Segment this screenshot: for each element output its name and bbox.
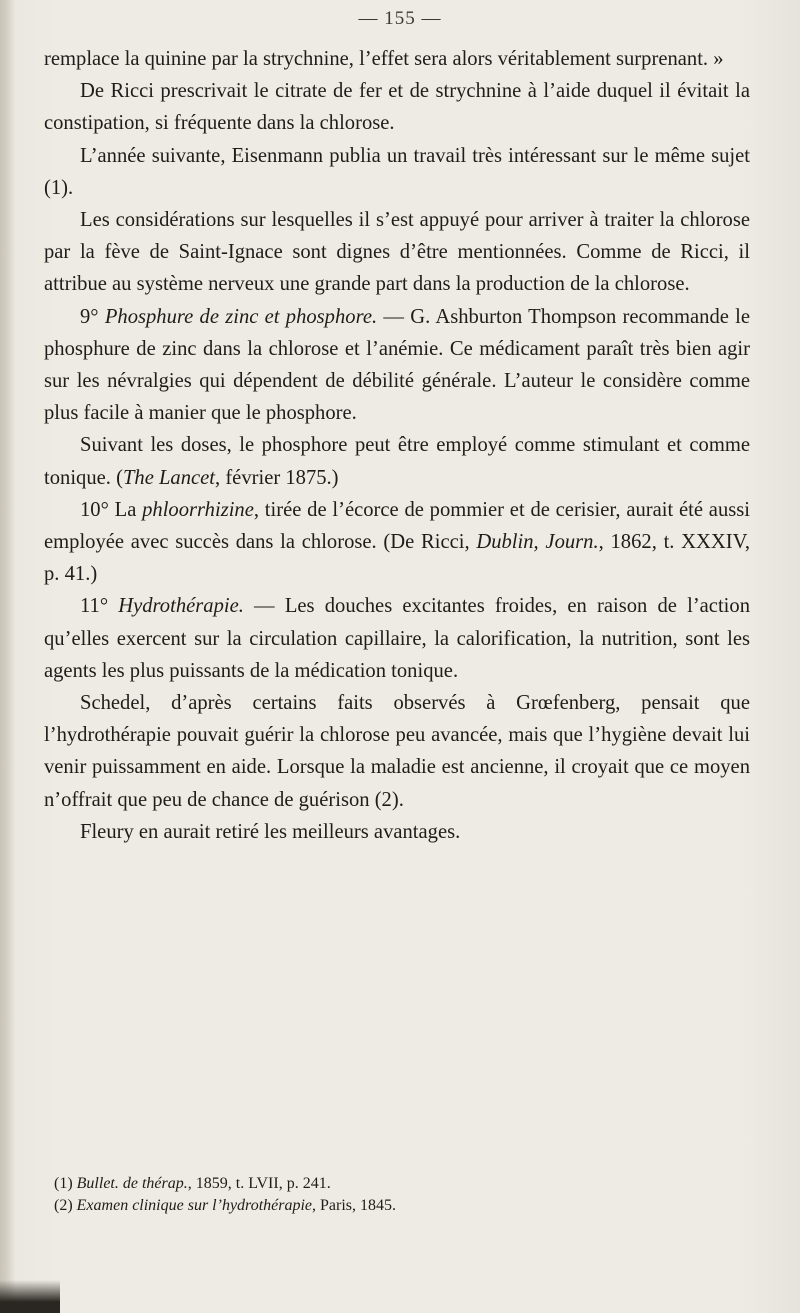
paragraph: Schedel, d’après certains faits observés à Grœfenberg, pensait que l’hydrothérapie pouvait guérir la chlorose peu avancée, mais que l’hygiène devait lui venir puissamment en aide. Lorsque la maladie est ancienne, il croyait que ce moyen n’offrait que peu de chance de guérison (2). [44,692,750,811]
item-10-phloorrhizine [44,494,750,591]
footnote-marker: (1) [54,1175,73,1192]
item-title: phloorrhizine [142,498,254,521]
footnotes [54,1173,754,1217]
binding-shadow [0,0,16,1313]
item-number: 9° [80,305,99,328]
reference-rest: , février 1875.) [215,466,339,489]
item-title: Phosphure de zinc et phosphore. [104,305,378,328]
item-11-hydrotherapie [44,590,750,687]
paragraph: L’année suivante, Eisenmann publia un travail très intéressant sur le même sujet (1). [44,144,750,199]
page-number: — 155 — [358,8,442,29]
reference-journal: The Lancet [122,466,216,489]
footnote-marker: (2) [54,1197,73,1214]
reference-journal: Dublin, Journ. [476,531,599,554]
reference-rest: , 1862, t. XXXIV, p. 41.) [44,531,750,586]
item-number: 11° [80,595,109,618]
paragraph: remplace la quinine par la strychnine, l’effet sera alors véritablement surprenant. » [44,48,724,70]
footnote [54,1195,754,1217]
item-text: — G. Ashburton Thompson recommande le phosphure de zinc dans la chlorose et l’anémie. Ce médicament paraît très bien agir sur les névralgies qui dépendent de débilité générale. L’auteur le considère comme plus facile à manier que le phosphore. [44,305,750,425]
footnote-title: Examen clinique sur l’hydrothérapie [76,1197,313,1214]
item-9-phosphure [44,301,750,430]
page-edge-shadow [0,1280,60,1313]
item-number: 10° La [80,498,143,521]
footnote-title: Bullet. de thérap. [76,1175,188,1192]
item-text: , tirée de l’écorce de pommier et de cerisier, aurait été aussi employée avec succès dans la chlorose. (De Ricci, [44,498,750,554]
reference-open: ( [110,466,123,489]
paragraph: Les considérations sur lesquelles il s’est appuyé pour arriver à traiter la chlorose par la fève de Saint-Ignace sont dignes d’être mentionnées. Comme de Ricci, il attribue au système nerveux une grande part dans la production de la chlorose. [44,209,750,296]
item-title: Hydrothérapie. [118,595,244,618]
item-9-continuation [44,429,750,493]
paragraph: De Ricci prescrivait le citrate de fer et de strychnine à l’aide duquel il évitait la constipation, si fréquente dans la chlorose. [44,80,750,135]
footnote-rest: , Paris, 1845. [312,1197,397,1214]
paragraph-text: Suivant les doses, le phosphore peut être employé comme stimulant et comme tonique. [44,434,750,489]
body-text [44,43,750,848]
footnote-rest: , 1859, t. LVII, p. 241. [187,1175,331,1192]
item-text: — Les douches excitantes froides, en raison de l’action qu’elles exercent sur la circulation capillaire, la calorification, la nutrition, sont les agents les plus puissants de la médication tonique. [44,595,750,682]
paragraph: Fleury en aurait retiré les meilleurs avantages. [80,820,461,843]
footnote [54,1173,754,1195]
